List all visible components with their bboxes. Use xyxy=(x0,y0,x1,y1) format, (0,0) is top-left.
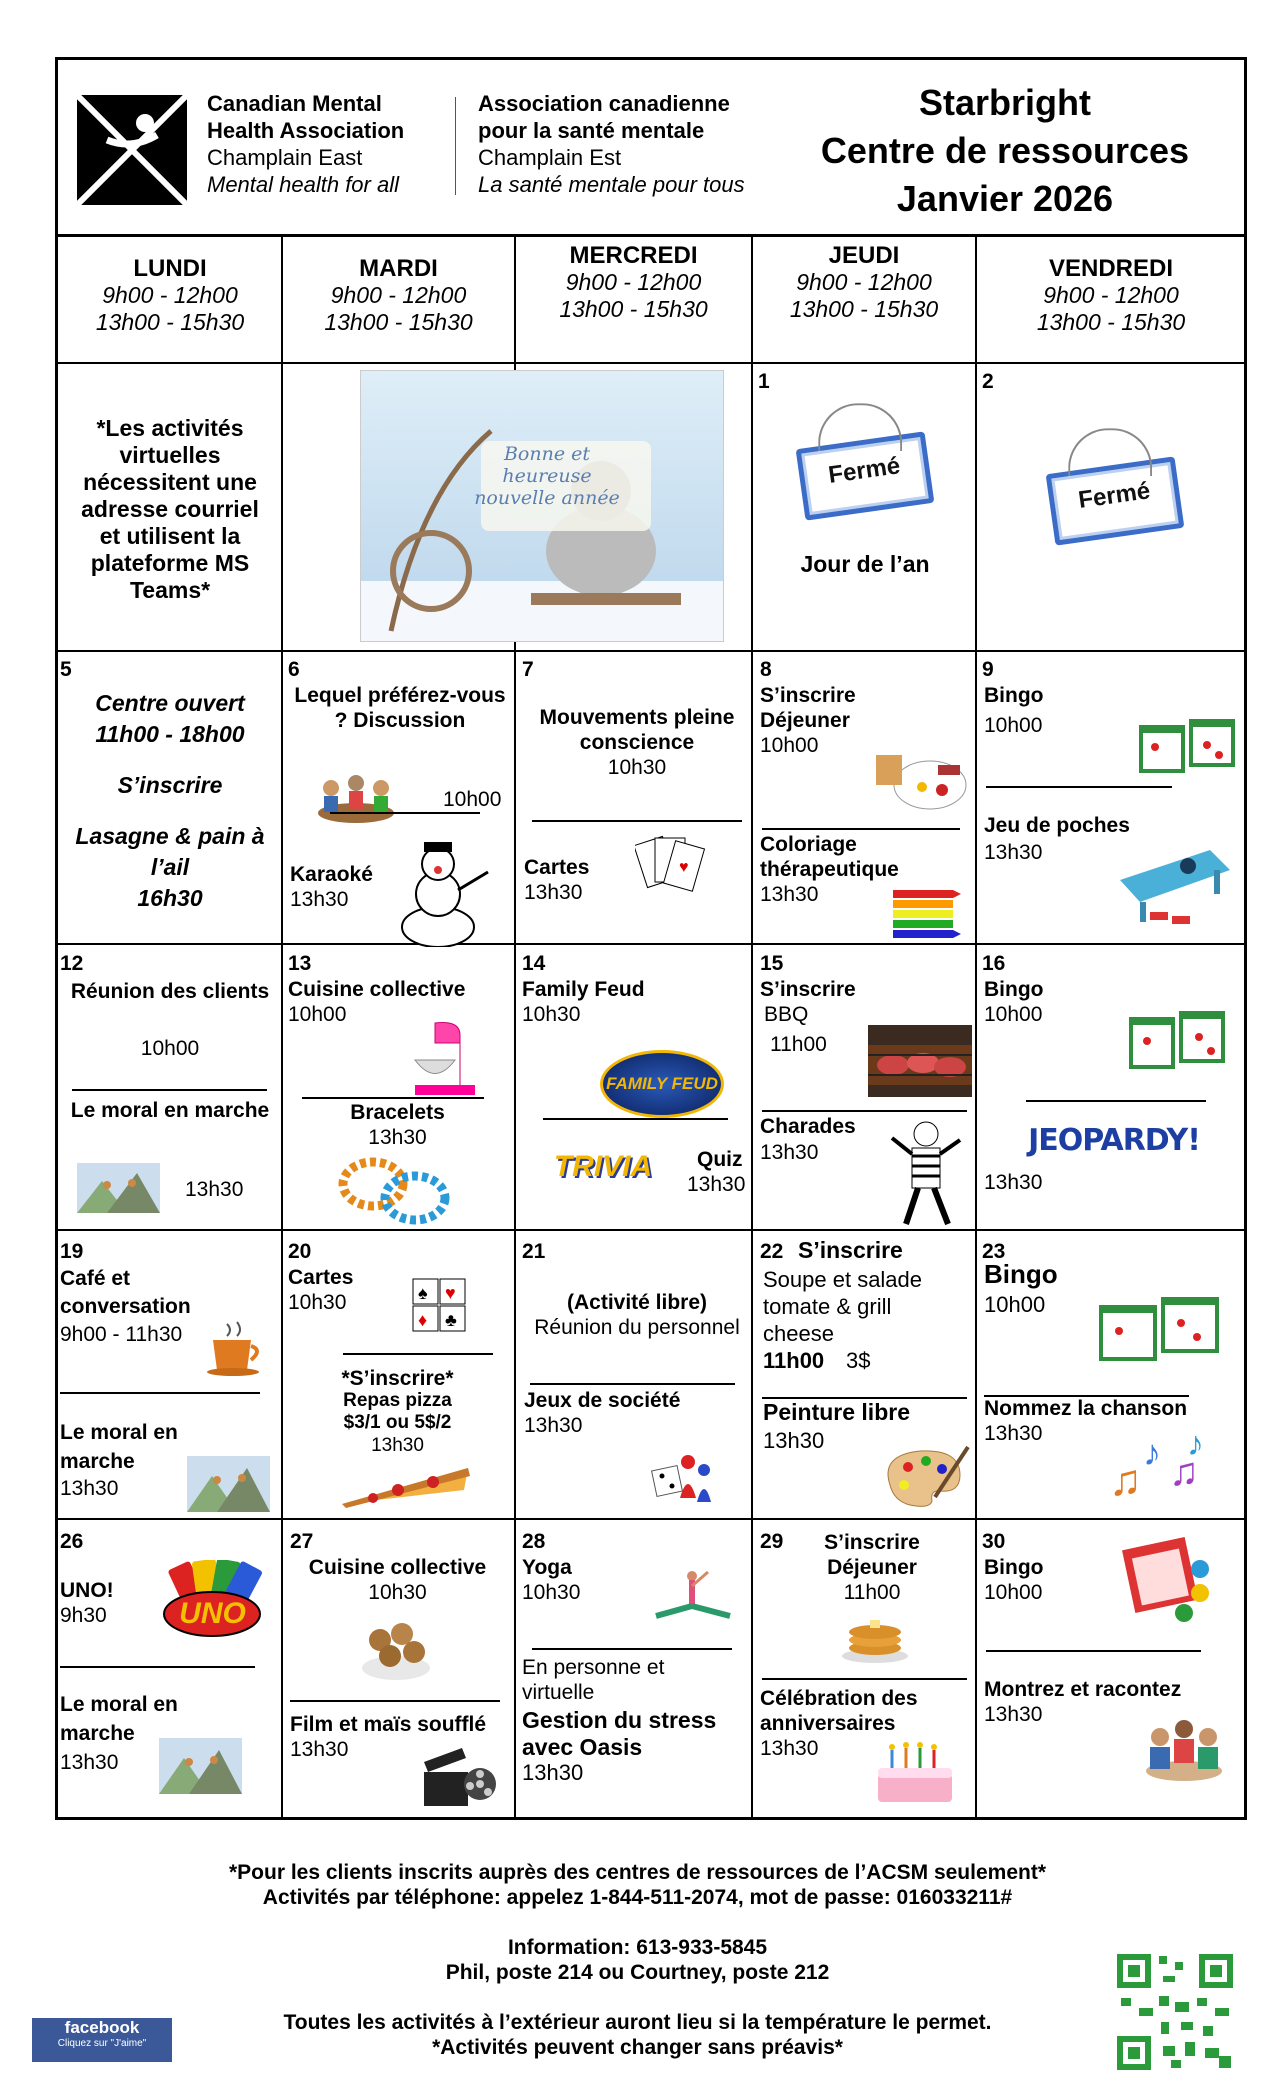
separator xyxy=(343,1353,493,1355)
bingo-cards-icon xyxy=(1127,1005,1227,1075)
uno-logo: UNO xyxy=(160,1560,265,1640)
svg-text:♪: ♪ xyxy=(1143,1432,1161,1473)
activity-morale-walk: Le moral en marche xyxy=(60,1693,178,1745)
svg-text:♪: ♪ xyxy=(1187,1425,1204,1463)
activity-birthday-celebration: Célébration des anniversaires xyxy=(760,1687,918,1735)
activity-time: 13h30 xyxy=(60,1751,119,1774)
activity-board-games: Jeux de société xyxy=(524,1389,681,1412)
separator xyxy=(60,1666,255,1668)
activity-time: 13h30 xyxy=(760,883,819,906)
org-divider xyxy=(455,97,456,195)
day-number: 26 xyxy=(60,1530,84,1553)
page-title: Starbright Centre de ressources Janvier 2026 xyxy=(820,82,1190,219)
row-divider xyxy=(55,1229,1247,1231)
family-feud-logo: FAMILY FEUD xyxy=(600,1050,724,1118)
activity-time: 13h30 xyxy=(760,1737,819,1760)
separator xyxy=(532,820,742,822)
open-centre-info: Centre ouvert 11h00 - 18h00 S’inscrire Lasagne & pain à l’ail 16h30 xyxy=(75,690,265,911)
activity-time: 10h30 xyxy=(288,1291,347,1314)
activity-collective-kitchen: Cuisine collective xyxy=(308,1556,487,1579)
activity-bingo: Bingo xyxy=(984,978,1044,1001)
activity-yoga: Yoga xyxy=(522,1556,572,1579)
activity-quiz: Quiz xyxy=(697,1148,743,1171)
day-number: 30 xyxy=(982,1530,1006,1553)
snowman-karaoke-icon xyxy=(378,842,508,947)
separator xyxy=(762,828,960,830)
energy-balls-icon xyxy=(360,1610,432,1682)
people-talking-icon xyxy=(1140,1715,1228,1787)
activity-register: S’inscrire xyxy=(798,1237,903,1263)
birthday-cake-icon xyxy=(872,1738,958,1808)
activity-time: 10h30 xyxy=(522,1581,581,1604)
separator xyxy=(986,786,1172,788)
activity-time: 13h30 xyxy=(984,841,1043,864)
day-number: 6 xyxy=(288,658,300,681)
holiday-label: Jour de l’an xyxy=(800,551,930,577)
footer-info-phone: Information: 613-933-5845 xyxy=(507,1936,768,1959)
activity-time: 10h00 xyxy=(443,788,502,811)
activity-bingo: Bingo xyxy=(984,1556,1044,1579)
activity-time: 9h30 xyxy=(60,1604,107,1627)
bingo-card-balls-icon xyxy=(1120,1535,1216,1625)
activity-time: 10h00 xyxy=(140,1037,200,1060)
day-number: 8 xyxy=(760,658,772,681)
activity-time: 13h30 xyxy=(760,1141,819,1164)
svg-text:♠: ♠ xyxy=(418,1283,428,1303)
activity-time: 13h30 xyxy=(522,1760,584,1785)
activity-client-meeting: Réunion des clients xyxy=(70,980,270,1003)
day-header-friday: VENDREDI 9h00 - 12h00 13h00 - 15h30 xyxy=(1036,255,1186,335)
activity-discussion: Lequel préférez-vous ? Discussion xyxy=(294,684,506,732)
activity-karaoke: Karaoké xyxy=(290,863,373,886)
activity-register: S’inscrire xyxy=(760,684,856,707)
activity-time: 13h30 xyxy=(290,888,349,911)
activity-cards: Cartes xyxy=(524,856,590,879)
day-number: 28 xyxy=(522,1530,546,1553)
activity-time: 13h30 xyxy=(524,881,583,904)
activity-colouring: Coloriage thérapeutique xyxy=(760,833,899,881)
activity-time: 13h30 xyxy=(60,1477,119,1500)
activity-mindfulness: Mouvements pleine conscience xyxy=(539,706,735,754)
bingo-cards-icon xyxy=(1097,1293,1222,1365)
activity-time: 10h00 xyxy=(984,1003,1043,1026)
separator xyxy=(1026,1100,1206,1102)
day-number: 16 xyxy=(982,952,1006,975)
activity-time: 10h00 xyxy=(760,734,819,757)
activity-bbq: BBQ xyxy=(764,1003,809,1026)
separator xyxy=(302,1097,484,1099)
activity-cafe: Café et conversation xyxy=(60,1267,191,1318)
col-divider xyxy=(281,237,283,1820)
separator xyxy=(762,1110,967,1112)
pizza-slice-icon xyxy=(338,1460,474,1510)
activity-register: S’inscrire xyxy=(760,978,856,1001)
activity-time: 13h30 xyxy=(371,1435,424,1456)
yoga-pose-icon xyxy=(650,1568,736,1626)
day-header-tuesday: MARDI 9h00 - 12h00 13h00 - 15h30 xyxy=(324,255,473,335)
greeting-text: Bonne et heureuse nouvelle année xyxy=(474,443,620,509)
activity-soup-salad: Soupe et salade tomate & grill cheese xyxy=(763,1267,923,1346)
film-reel-icon xyxy=(422,1740,498,1810)
day-number: 5 xyxy=(60,658,72,681)
activity-time: 13h30 xyxy=(984,1703,1043,1726)
activity-charades: Charades xyxy=(760,1115,856,1138)
activity-bingo: Bingo xyxy=(984,684,1044,707)
activity-time: 11h00 xyxy=(843,1581,901,1604)
bingo-cards-icon xyxy=(1137,715,1237,777)
bracelets-icon xyxy=(335,1150,450,1225)
cornhole-icon xyxy=(1110,830,1230,930)
card-suits-icon xyxy=(412,1278,466,1332)
day-number: 7 xyxy=(522,658,534,681)
separator xyxy=(290,1700,500,1702)
new-year-image xyxy=(360,370,724,642)
activity-bracelets: Bracelets xyxy=(350,1101,445,1124)
svg-text:♫: ♫ xyxy=(1109,1456,1142,1503)
activity-time: 13h30 xyxy=(185,1178,244,1201)
activity-show-and-tell: Montrez et racontez xyxy=(984,1678,1182,1701)
activity-time: 10h30 xyxy=(368,1581,427,1604)
activity-time: 11h00 xyxy=(770,1033,827,1056)
activity-time: 10h00 xyxy=(984,714,1043,737)
day-number: 14 xyxy=(522,952,546,975)
activity-time: 10h30 xyxy=(607,756,667,779)
day-number: 27 xyxy=(290,1530,314,1553)
trivia-logo: TRIVIA xyxy=(553,1150,653,1183)
day-header-monday: LUNDI 9h00 - 12h00 13h00 - 15h30 xyxy=(95,255,245,335)
day-number: 15 xyxy=(760,952,784,975)
separator xyxy=(60,1392,260,1394)
hikers-icon xyxy=(77,1163,160,1213)
day-number: 2 xyxy=(982,370,994,393)
mime-icon xyxy=(886,1120,966,1230)
footer-eligibility: *Pour les clients inscrits auprès des centres de ressources de l’ACSM seulement* xyxy=(228,1861,1046,1884)
activity-time: 10h30 xyxy=(522,1003,581,1026)
separator xyxy=(72,1089,267,1091)
hikers-icon xyxy=(159,1738,242,1794)
day-header-thursday: JEUDI 9h00 - 12h00 13h00 - 15h30 xyxy=(789,242,939,322)
virtual-activities-note: *Les activités virtuelles nécessitent une adresse courriel et utilisent la plateforme MS Teams* xyxy=(81,415,259,603)
hikers-icon xyxy=(187,1456,270,1512)
day-number: 13 xyxy=(288,952,312,975)
svg-text:♦: ♦ xyxy=(418,1310,428,1330)
footer-weather-note: Toutes les activités à l’extérieur auront lieu si la température le permet. xyxy=(283,2011,992,2034)
col-divider xyxy=(751,237,753,1820)
closed-sign: Fermé xyxy=(796,431,935,520)
activity-stress-management: Gestion du stress avec Oasis xyxy=(522,1707,717,1760)
activity-format: En personne et virtuelle xyxy=(522,1656,665,1704)
org-name-french: Association canadienne pour la santé mentale Champlain Est La santé mentale pour tous xyxy=(478,91,745,197)
activity-register: *S’inscrire* xyxy=(341,1367,454,1390)
day-number: 22 xyxy=(760,1240,784,1263)
org-name-english: Canadian Mental Health Association Champlain East Mental health for all xyxy=(207,91,405,197)
closed-sign: Fermé xyxy=(1046,456,1185,545)
day-number: 19 xyxy=(60,1240,84,1263)
day-number: 1 xyxy=(758,370,770,393)
separator xyxy=(762,1678,967,1680)
facebook-like-button[interactable]: facebook Cliquez sur "J'aime" xyxy=(32,2018,172,2062)
activity-bingo: Bingo xyxy=(984,1259,1058,1289)
row-divider xyxy=(55,1518,1247,1520)
activity-staff-meeting: Réunion du personnel xyxy=(534,1316,740,1339)
activity-bean-bag: Jeu de poches xyxy=(984,814,1130,837)
activity-time: 13h30 xyxy=(290,1738,349,1761)
activity-name-that-tune: Nommez la chanson xyxy=(984,1397,1188,1420)
qr-code[interactable] xyxy=(1115,1952,1235,2072)
day-number: 21 xyxy=(522,1240,546,1263)
activity-uno: UNO! xyxy=(60,1579,114,1602)
activity-free-painting: Peinture libre xyxy=(763,1399,910,1425)
separator xyxy=(986,1650,1201,1652)
svg-text:♥: ♥ xyxy=(679,859,689,876)
activity-time: 10h00 xyxy=(984,1292,1046,1317)
activity-breakfast: Déjeuner xyxy=(760,709,850,732)
col-divider xyxy=(975,237,977,1820)
breakfast-plate-icon xyxy=(872,735,970,813)
activity-time: 13h30 xyxy=(984,1171,1043,1194)
activity-time: 13h30 xyxy=(524,1414,583,1437)
day-number: 20 xyxy=(288,1240,312,1263)
header xyxy=(55,57,1247,237)
jeopardy-logo: JEOPARDY! xyxy=(1028,1122,1200,1158)
activity-time: 11h00 xyxy=(763,1348,825,1373)
meal-price: 3$ xyxy=(846,1348,871,1373)
row-divider xyxy=(55,650,1247,652)
separator xyxy=(532,1648,732,1650)
footer-contacts: Phil, poste 214 ou Courtney, poste 212 xyxy=(445,1961,830,1984)
day-number: 23 xyxy=(982,1240,1006,1263)
activity-time: 10h00 xyxy=(984,1581,1043,1604)
activity-time: 9h00 - 11h30 xyxy=(60,1323,183,1346)
playing-cards-icon xyxy=(635,830,705,898)
coffee-cup-icon xyxy=(205,1320,263,1376)
activity-time: 13h30 xyxy=(368,1126,427,1149)
separator xyxy=(330,812,480,814)
svg-text:♥: ♥ xyxy=(445,1283,456,1303)
activity-cards: Cartes xyxy=(288,1266,354,1289)
row-divider xyxy=(55,362,1247,364)
footer-phone-activities: Activités par téléphone: appelez 1-844-511-2074, mot de passe: 016033211# xyxy=(262,1886,1013,1909)
day-header-wednesday: MERCREDI 9h00 - 12h00 13h00 - 15h30 xyxy=(559,242,708,322)
row-divider xyxy=(55,943,1247,945)
separator xyxy=(530,1383,735,1385)
activity-time: 13h30 xyxy=(687,1173,746,1196)
activity-time: 13h30 xyxy=(763,1428,825,1453)
activity-pizza-meal: Repas pizza xyxy=(343,1390,452,1411)
discussion-people-icon xyxy=(316,768,396,828)
activity-morale-walk: Le moral en marche xyxy=(60,1421,178,1473)
activity-time: 10h00 xyxy=(288,1003,347,1026)
paint-palette-icon xyxy=(880,1445,970,1510)
activity-register: S’inscrire xyxy=(824,1531,920,1554)
activity-family-feud: Family Feud xyxy=(522,978,645,1001)
activity-breakfast: Déjeuner xyxy=(827,1556,917,1579)
activity-movie-popcorn: Film et maïs soufflé xyxy=(290,1713,487,1736)
board-game-pieces-icon xyxy=(650,1448,714,1504)
pancakes-icon xyxy=(840,1612,910,1664)
bbq-grill-icon xyxy=(868,1025,972,1097)
activity-morale-walk: Le moral en marche xyxy=(70,1099,270,1122)
cmha-logo xyxy=(77,95,187,205)
separator xyxy=(543,1118,728,1120)
pizza-price: $3/1 ou 5$/2 xyxy=(343,1412,452,1433)
svg-text:♣: ♣ xyxy=(445,1310,457,1330)
activity-collective-kitchen: Cuisine collective xyxy=(288,978,466,1001)
music-notes-icon xyxy=(1107,1425,1217,1503)
activity-free: (Activité libre) xyxy=(566,1291,708,1314)
footer-change-note: *Activités peuvent changer sans préavis* xyxy=(432,2036,843,2059)
day-number: 9 xyxy=(982,658,994,681)
stand-mixer-icon xyxy=(405,1015,485,1097)
svg-text:♫: ♫ xyxy=(1169,1450,1199,1494)
day-number: 29 xyxy=(760,1530,784,1553)
coloured-pencils-icon xyxy=(893,888,961,946)
activity-time: 13h30 xyxy=(984,1422,1043,1445)
day-number: 12 xyxy=(60,952,84,975)
